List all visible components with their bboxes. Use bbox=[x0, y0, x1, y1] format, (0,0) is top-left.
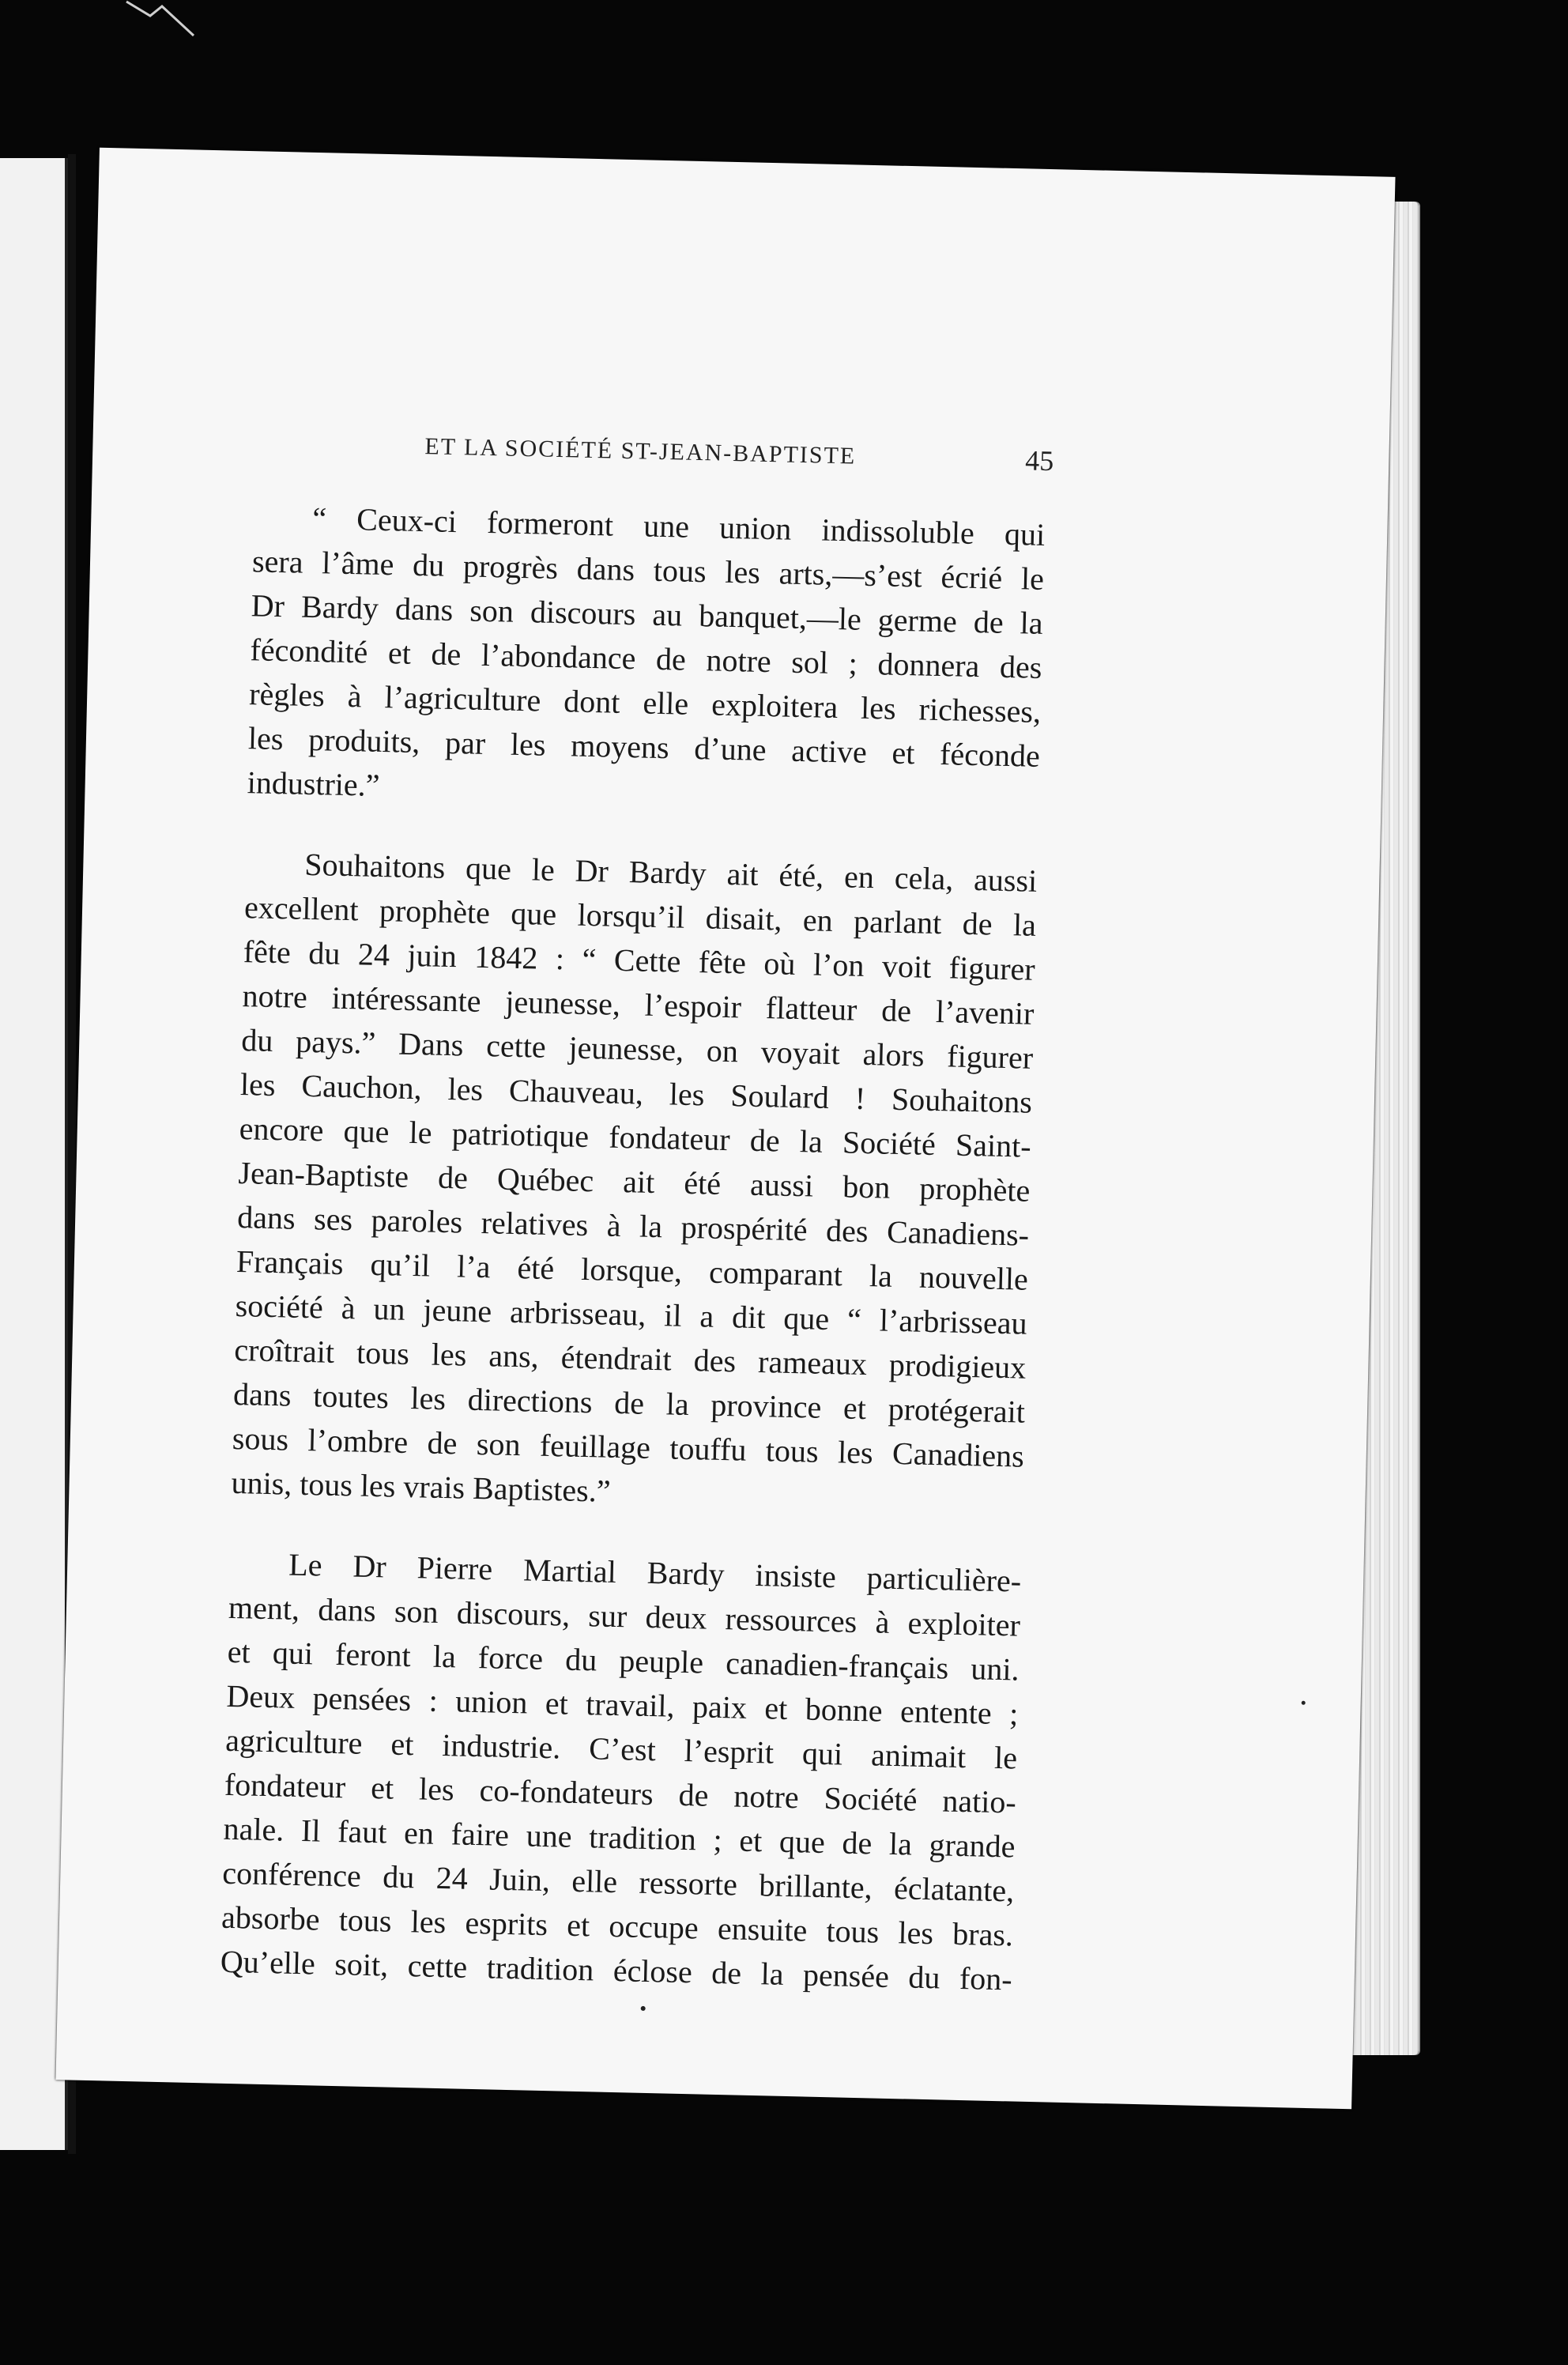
paragraph-1 bbox=[247, 495, 1046, 823]
text-line: sera l’âme du progrès dans tous les arts,—s’est écrié le bbox=[251, 543, 1045, 597]
page-number: 45 bbox=[1024, 444, 1054, 477]
text-line: industrie.” bbox=[247, 764, 380, 803]
facing-page-edge bbox=[0, 158, 68, 2150]
text-line: absorbe tous les esprits et occupe ensuite tous les bras. bbox=[220, 1899, 1014, 1953]
text-line: Deux pensées : union et travail, paix et bonne entente ; bbox=[226, 1677, 1019, 1732]
paragraph-3 bbox=[220, 1541, 1021, 2002]
text-line: dans ses paroles relatives à la prospérité des Canadiens- bbox=[236, 1199, 1030, 1253]
dust-speck bbox=[1302, 1701, 1306, 1705]
text-line: unis, tous les vrais Baptistes.” bbox=[231, 1464, 612, 1509]
text-line: les produits, par les moyens d’une active et féconde bbox=[247, 720, 1041, 774]
text-line: fondateur et les co-fondateurs de notre Société natio- bbox=[224, 1766, 1017, 1820]
text-line: et qui feront la force du peuple canadien-français uni. bbox=[227, 1633, 1020, 1688]
text-line: sous l’ombre de son feuillage touffu tous les Canadiens bbox=[232, 1420, 1025, 1474]
text-line: conférence du 24 Juin, elle ressorte brillante, éclatante, bbox=[221, 1854, 1015, 1909]
text-line: fête du 24 juin 1842 : “ Cette fête où l’on voit figurer bbox=[243, 934, 1036, 987]
text-line: “ Ceux-ci formeront une union indissoluble qui bbox=[311, 500, 1046, 553]
text-line: encore que le patriotique fondateur de la Société Saint- bbox=[239, 1111, 1032, 1164]
paragraph-2 bbox=[231, 841, 1038, 1523]
text-line: agriculture et industrie. C’est l’esprit qui animait le bbox=[224, 1722, 1018, 1776]
text-line: Souhaitons que le Dr Bardy ait été, en cela, aussi bbox=[303, 846, 1038, 899]
book-page bbox=[55, 148, 1395, 2110]
running-head: ET LA SOCIÉTÉ ST-JEAN-BAPTISTE bbox=[424, 433, 857, 470]
text-line: les Cauchon, les Chauveau, les Soulard ! Souhaitons bbox=[239, 1066, 1033, 1120]
film-corner-mark bbox=[119, 0, 205, 47]
text-line: Jean-Baptiste de Québec ait été aussi bon prophète bbox=[238, 1155, 1031, 1209]
text-line: fécondité et de l’abondance de notre sol ; donnera des bbox=[250, 632, 1042, 685]
text-line: nale. Il faut en faire une tradition ; et que de la grande bbox=[223, 1810, 1016, 1865]
text-line: société à un jeune arbrisseau, il a dit que “ l’arbrisseau bbox=[235, 1287, 1028, 1341]
text-line: excellent prophète que lorsqu’il disait, en parlant de la bbox=[243, 889, 1037, 943]
text-line: croîtrait tous les ans, étendrait des rameaux prodigieux bbox=[233, 1331, 1027, 1386]
text-line: règles à l’agriculture dont elle exploitera les richesses, bbox=[248, 676, 1042, 730]
text-line: Français qu’il l’a été lorsque, comparant la nouvelle bbox=[236, 1243, 1029, 1297]
text-line: Dr Bardy dans son discours au banquet,—le germe de la bbox=[251, 587, 1044, 641]
text-line: dans toutes les directions de la province et protégerait bbox=[232, 1375, 1026, 1430]
body-text bbox=[219, 495, 1046, 2038]
text-line: Qu’elle soit, cette tradition éclose de la pensée du fon- bbox=[220, 1943, 1013, 1997]
text-line: notre intéressante jeunesse, l’espoir flatteur de l’avenir bbox=[242, 978, 1035, 1032]
text-line: du pays.” Dans cette jeunesse, on voyait alors figurer bbox=[240, 1022, 1034, 1076]
text-line: Le Dr Pierre Martial Bardy insiste particulière- bbox=[288, 1546, 1022, 1599]
text-line: ment, dans son discours, sur deux ressources à exploiter bbox=[228, 1589, 1021, 1643]
